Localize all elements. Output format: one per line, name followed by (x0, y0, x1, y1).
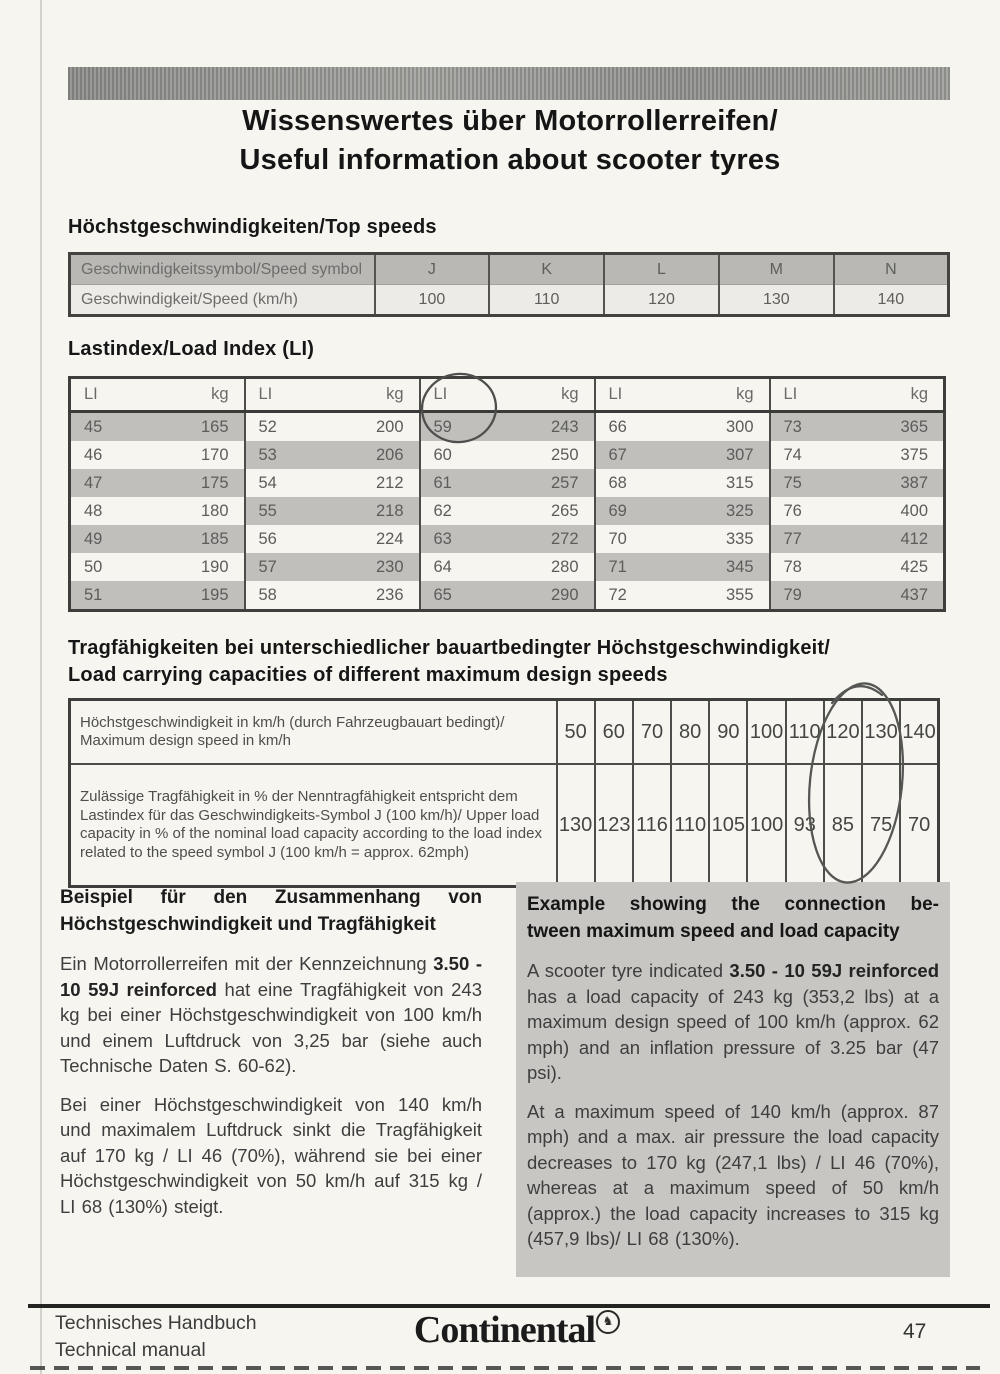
table-row (70, 581, 945, 611)
kg-cell: 400 (900, 501, 928, 520)
page-title (70, 102, 950, 180)
li-cell: 78 (783, 557, 802, 576)
li-cell: 72 (608, 585, 627, 604)
table-row (70, 497, 945, 525)
kg-cell: 200 (317, 412, 420, 442)
capacity-percent-cell: 123 (595, 764, 633, 887)
continental-logo (372, 1308, 662, 1352)
kg-cell: 355 (667, 581, 770, 611)
speed-value-label: Geschwindigkeit/Speed (km/h) (70, 285, 375, 316)
kg-cell: 180 (142, 497, 245, 525)
kg-cell: 345 (667, 553, 770, 581)
li-cell: 62 (433, 501, 452, 520)
speed-value-cell: 120 (604, 285, 719, 316)
load-capacity-heading (68, 635, 948, 689)
li-cell: 64 (433, 557, 452, 576)
li-header: LI (420, 378, 492, 412)
kg-cell: 375 (900, 445, 928, 464)
kg-cell: 335 (667, 525, 770, 553)
li-header: LI (70, 378, 142, 412)
kg-cell: 272 (492, 525, 595, 553)
kg-cell: 280 (492, 553, 595, 581)
li-cell: 48 (84, 501, 103, 520)
kg-cell: 243 (492, 412, 595, 442)
li-cell: 54 (258, 473, 277, 492)
design-speed-cell: 60 (595, 700, 633, 765)
capacity-percent-cell: 85 (824, 764, 862, 887)
example-en-para2: At a maximum speed of 140 km/h (approx. 87 mph) and a max. air pressure the load capacity decreases to 170 kg (247,1 lbs) / LI 46 (70%), whereas at a maximum speed of 50 km/h (approx.) the load capacity increases to 315 kg (457,9 lbs)/ LI 68 (130%). (527, 1100, 939, 1249)
page-title-en: Useful information about scooter tyres (239, 144, 781, 176)
table-row (70, 525, 945, 553)
li-cell: 45 (70, 412, 142, 442)
design-speed-cell: 90 (709, 700, 747, 765)
capacity-percent-cell: 93 (786, 764, 824, 887)
kg-cell: 365 (842, 412, 945, 442)
kg-cell: 175 (142, 469, 245, 497)
kg-cell: 412 (842, 525, 945, 553)
example-english-column (516, 882, 950, 1277)
li-cell: 74 (783, 445, 802, 464)
li-cell: 56 (258, 529, 277, 548)
li-cell: 75 (770, 469, 842, 497)
capacity-percent-cell: 116 (633, 764, 671, 887)
kg-cell: 257 (492, 469, 595, 497)
design-speed-cell: 130 (862, 700, 900, 765)
kg-header: kg (842, 378, 945, 412)
li-cell: 49 (70, 525, 142, 553)
li-cell: 51 (70, 581, 142, 611)
speed-value-cell: 100 (375, 285, 490, 316)
kg-cell: 315 (667, 469, 770, 497)
li-cell: 73 (770, 412, 842, 442)
kg-cell: 300 (667, 412, 770, 442)
speed-value-cell: 110 (489, 285, 604, 316)
table-row (70, 764, 939, 887)
speed-symbol-label: Geschwindigkeitssymbol/Speed symbol (70, 254, 375, 285)
design-speed-cell: 70 (633, 700, 671, 765)
capacity-percent-cell: 75 (862, 764, 900, 887)
speed-value-cell: 130 (719, 285, 834, 316)
li-header: LI (770, 378, 842, 412)
example-en-heading: Example showing the connection be- tween maximum speed and load capacity (527, 894, 939, 942)
load-capacity-heading-en: Load carrying capacities of different maximum design speeds (68, 664, 668, 686)
li-cell: 63 (420, 525, 492, 553)
kg-cell: 212 (317, 469, 420, 497)
li-cell: 58 (258, 585, 277, 604)
speed-symbol-cell: M (719, 254, 834, 285)
table-row (70, 553, 945, 581)
kg-header: kg (667, 378, 770, 412)
li-cell: 77 (770, 525, 842, 553)
kg-cell: 224 (317, 525, 420, 553)
design-speed-cell: 100 (747, 700, 785, 765)
li-header: LI (595, 378, 667, 412)
speed-symbol-cell: L (604, 254, 719, 285)
kg-cell: 425 (900, 557, 928, 576)
kg-cell: 185 (142, 525, 245, 553)
capacity-percent-cell: 100 (747, 764, 785, 887)
page-scan-edge (40, 0, 42, 1374)
kg-header: kg (142, 378, 245, 412)
design-speed-cell: 110 (786, 700, 824, 765)
kg-cell: 265 (492, 497, 595, 525)
li-cell: 53 (245, 441, 317, 469)
load-index-heading: Lastindex/Load Index (LI) (68, 338, 315, 360)
table-row (70, 285, 949, 316)
design-speed-label: Höchstgeschwindigkeit in km/h (durch Fahrzeugbauart bedingt)/ Maximum design speed in km/h (70, 700, 557, 765)
table-row (70, 254, 949, 285)
kg-header: kg (492, 378, 595, 412)
li-cell: 71 (595, 553, 667, 581)
design-speed-cell: 50 (557, 700, 595, 765)
li-cell: 69 (595, 497, 667, 525)
kg-cell: 170 (142, 441, 245, 469)
capacity-percent-cell: 110 (671, 764, 709, 887)
design-speed-cell: 120 (824, 700, 862, 765)
li-cell: 52 (258, 417, 277, 436)
kg-cell: 437 (842, 581, 945, 611)
example-german-column (60, 884, 482, 1232)
capacity-percent-cell: 130 (557, 764, 595, 887)
speed-symbol-cell: K (489, 254, 604, 285)
li-cell: 46 (84, 445, 103, 464)
kg-cell: 236 (317, 581, 420, 611)
li-cell: 60 (433, 445, 452, 464)
footer-manual-title: Technisches Handbuch Technical manual (55, 1312, 257, 1361)
capacity-percent-cell: 105 (709, 764, 747, 887)
top-speeds-heading: Höchstgeschwindigkeiten/Top speeds (68, 216, 437, 238)
capacity-percent-label: Zulässige Tragfähigkeit in % der Nenntragfähigkeit entspricht dem Lastindex für das Geschwindigkeits-Symbol J (100 km/h)/ Upper load capacity in % of the nominal load capacity according to the load index related to the speed symbol J (100 km/h = approx. 62mph) (80, 788, 542, 861)
load-capacity-table (68, 698, 940, 888)
page-title-de: Wissenswertes über Motorrollerreifen/ (242, 105, 778, 137)
li-cell: 55 (245, 497, 317, 525)
kg-cell: 387 (842, 469, 945, 497)
table-row (70, 441, 945, 469)
horse-emblem-icon: ♞ (596, 1310, 620, 1334)
kg-cell: 218 (317, 497, 420, 525)
example-de-para1: Ein Motorrollerreifen mit der Kennzeichnung 3.50 - 10 59J reinforced hat eine Tragfähigkeit von 243 kg bei einer Höchstgeschwindigkeit von 100 km/h und einem Luftdruck von 3,25 bar (siehe auch Technische Daten S. 60-62). (60, 953, 482, 1076)
table-row (70, 412, 945, 442)
speed-symbol-cell: J (375, 254, 490, 285)
li-cell: 59 (420, 412, 492, 442)
continental-wordmark: Continental (413, 1309, 596, 1351)
kg-cell: 290 (492, 581, 595, 611)
li-cell: 79 (770, 581, 842, 611)
speed-symbol-cell: N (834, 254, 949, 285)
kg-cell: 230 (317, 553, 420, 581)
page-number: 47 (903, 1320, 927, 1343)
kg-cell: 206 (317, 441, 420, 469)
li-cell: 68 (608, 473, 627, 492)
li-header: LI (245, 378, 317, 412)
kg-cell: 325 (667, 497, 770, 525)
kg-cell: 250 (492, 441, 595, 469)
li-cell: 57 (245, 553, 317, 581)
capacity-percent-cell: 70 (900, 764, 938, 887)
table-header-row (70, 378, 945, 412)
page-bottom-edge (30, 1366, 980, 1370)
example-en-para1: A scooter tyre indicated 3.50 - 10 59J reinforced has a load capacity of 243 kg (353,2 lbs) at a maximum design speed of 100 km/h (approx. 62 mph) and an inflation pressure of 3.25 bar (47 psi). (527, 960, 939, 1083)
example-de-heading: Beispiel für den Zusammenhang von Höchstgeschwindigkeit und Tragfähigkeit (60, 887, 482, 935)
table-row (70, 700, 939, 765)
table-row (70, 469, 945, 497)
design-speed-cell: 80 (671, 700, 709, 765)
load-capacity-heading-de: Tragfähigkeiten bei unterschiedlicher bauartbedingter Höchstgeschwindigkeit/ (68, 637, 831, 659)
li-cell: 66 (608, 417, 627, 436)
li-cell: 76 (783, 501, 802, 520)
li-cell: 70 (608, 529, 627, 548)
design-speed-cell: 140 (900, 700, 938, 765)
li-cell: 61 (420, 469, 492, 497)
li-cell: 67 (595, 441, 667, 469)
li-cell: 50 (84, 557, 103, 576)
kg-cell: 165 (142, 412, 245, 442)
li-cell: 65 (420, 581, 492, 611)
speed-value-cell: 140 (834, 285, 949, 316)
top-gray-bar (68, 67, 950, 100)
top-speeds-table (68, 252, 950, 317)
li-cell: 47 (70, 469, 142, 497)
kg-header: kg (317, 378, 420, 412)
kg-cell: 307 (667, 441, 770, 469)
kg-cell: 195 (142, 581, 245, 611)
load-index-table (68, 376, 946, 612)
kg-cell: 190 (142, 553, 245, 581)
example-de-para2: Bei einer Höchstgeschwindigkeit von 140 km/h und maximalem Luftdruck sinkt die Tragfähigkeit auf 170 kg / LI 46 (70%), während sie bei einer Höchstgeschwindigkeit von 50 km/h auf 315 kg / LI 68 (130%) steigt. (60, 1093, 482, 1217)
